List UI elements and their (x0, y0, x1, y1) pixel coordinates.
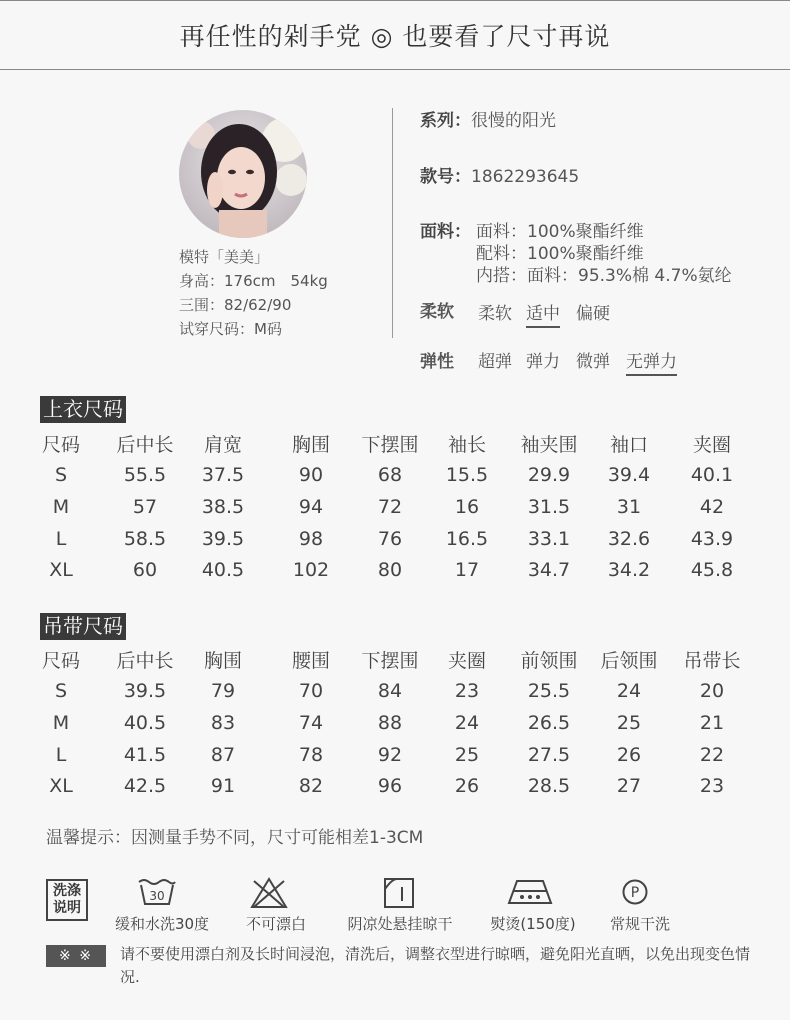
table-cell: 68 (377, 464, 403, 486)
table-cell: 42.5 (123, 775, 167, 797)
series-value: 很慢的阳光 (471, 111, 556, 131)
table-header-cell: 胸围 (203, 650, 242, 672)
table-header-cell: 夹圈 (447, 650, 486, 672)
table-cell: 26.5 (527, 712, 571, 734)
model-tried-size: 试穿尺码：M码 (179, 320, 282, 338)
table-header-cell: 腰围 (291, 650, 330, 672)
top-table-label: 上衣尺码 (40, 396, 126, 423)
table-cell: 37.5 (201, 464, 245, 486)
measurement-tip: 温馨提示：因测量手势不同，尺寸可能相差1-3CM (46, 828, 424, 848)
table-cell: 16.5 (445, 528, 489, 550)
care-label-wash: 缓和水洗30度 (114, 915, 210, 933)
table-cell: 87 (210, 744, 236, 766)
table-cell: 40.5 (123, 712, 167, 734)
model-avatar (179, 110, 307, 238)
table-cell: 20 (699, 680, 725, 702)
table-cell: 83 (210, 712, 236, 734)
table-header-cell: 后中长 (116, 434, 174, 456)
table-cell: S (54, 464, 68, 486)
table-cell: 70 (298, 680, 324, 702)
table-cell: 33.1 (527, 528, 571, 550)
table-cell: 25 (616, 712, 642, 734)
table-cell: 26 (616, 744, 642, 766)
series-label: 系列： (420, 111, 471, 131)
table-cell: 39.4 (607, 464, 651, 486)
fabric-line-3: 内搭：面料：95.3%棉 4.7%氨纶 (476, 266, 732, 286)
table-cell: 22 (699, 744, 725, 766)
table-cell: L (55, 528, 67, 550)
table-cell: 17 (454, 559, 480, 581)
table-cell: 27.5 (527, 744, 571, 766)
table-cell: 78 (298, 744, 324, 766)
fabric-line-2: 配料：100%聚酯纤维 (476, 244, 644, 264)
table-cell: 96 (377, 775, 403, 797)
model-height: 身高：176cm 54kg (179, 272, 328, 290)
care-label-dry: 阴凉处悬挂晾干 (347, 915, 453, 933)
sku-label: 款号： (420, 167, 471, 187)
table-cell: 94 (298, 496, 324, 518)
model-measurements: 三围：82/62/90 (179, 296, 292, 314)
table-cell: 38.5 (201, 496, 245, 518)
table-cell: 15.5 (445, 464, 489, 486)
softness-option-firm: 偏硬 (576, 304, 610, 324)
table-header-cell: 肩宽 (203, 434, 242, 456)
table-cell: 34.7 (527, 559, 571, 581)
table-header-cell: 后中长 (116, 650, 174, 672)
table-cell: 26 (454, 775, 480, 797)
care-label-iron: 熨烫(150度) (490, 915, 576, 933)
table-cell: 82 (298, 775, 324, 797)
table-cell: 90 (298, 464, 324, 486)
wash-temp-text: 30 (149, 889, 165, 903)
table-cell: 84 (377, 680, 403, 702)
table-cell: 55.5 (123, 464, 167, 486)
care-label-bleach: 不可漂白 (245, 915, 306, 933)
fabric-line-1: 面料：100%聚酯纤维 (476, 222, 644, 242)
cami-table-label: 吊带尺码 (40, 613, 126, 640)
table-header-cell: 尺码 (41, 650, 80, 672)
table-cell: 76 (377, 528, 403, 550)
care-badge-line-1: 洗涤 (53, 883, 81, 899)
series-row (420, 106, 556, 131)
table-header-cell: 下摆围 (361, 650, 419, 672)
table-cell: 16 (454, 496, 480, 518)
table-cell: 98 (298, 528, 324, 550)
elasticity-option-none: 无弹力 (626, 347, 677, 376)
table-cell: 25 (454, 744, 480, 766)
care-badge-line-2: 说明 (53, 900, 81, 916)
table-cell: S (54, 680, 68, 702)
table-header-cell: 袖夹围 (520, 434, 578, 456)
care-label-dryclean: 常规干洗 (609, 915, 670, 933)
fabric-label-row (420, 217, 471, 242)
no-bleach-icon (250, 877, 288, 909)
table-cell: 28.5 (527, 775, 571, 797)
table-cell: 21 (699, 712, 725, 734)
fabric-label: 面料： (420, 222, 471, 242)
dry-clean-letter: P (630, 885, 640, 901)
table-cell: 27 (616, 775, 642, 797)
table-header-cell: 袖长 (447, 434, 486, 456)
table-header-cell: 前领围 (520, 650, 578, 672)
table-header-cell: 胸围 (291, 434, 330, 456)
table-header-cell: 袖口 (609, 434, 648, 456)
softness-option-soft: 柔软 (478, 304, 512, 324)
table-cell: 25.5 (527, 680, 571, 702)
table-cell: 92 (377, 744, 403, 766)
model-photo (179, 110, 307, 238)
table-cell: 60 (132, 559, 158, 581)
table-cell: 34.2 (607, 559, 651, 581)
table-header-cell: 吊带长 (683, 650, 741, 672)
table-cell: 24 (616, 680, 642, 702)
table-cell: L (55, 744, 67, 766)
table-cell: 42 (699, 496, 725, 518)
table-cell: 39.5 (123, 680, 167, 702)
table-cell: 88 (377, 712, 403, 734)
elasticity-option-super: 超弹 (478, 352, 512, 372)
page-title-text: 再任性的剁手党 ◎ 也要看了尺寸再说 (179, 22, 611, 51)
elasticity-label: 弹性 (420, 352, 454, 372)
wash-30-icon (137, 876, 177, 908)
note-badge: ※ ※ (46, 945, 106, 967)
table-cell: 24 (454, 712, 480, 734)
table-cell: 58.5 (123, 528, 167, 550)
table-header-cell: 下摆围 (361, 434, 419, 456)
hang-dry-shade-icon (383, 877, 415, 909)
iron-icon (505, 877, 555, 907)
table-cell: 41.5 (123, 744, 167, 766)
table-cell: 31.5 (527, 496, 571, 518)
dry-clean-icon (622, 879, 648, 905)
softness-option-medium: 适中 (526, 299, 560, 328)
table-cell: 102 (292, 559, 330, 581)
table-cell: 40.5 (201, 559, 245, 581)
softness-label: 柔软 (420, 302, 454, 322)
table-cell: XL (49, 559, 73, 581)
table-cell: 39.5 (201, 528, 245, 550)
table-cell: 74 (298, 712, 324, 734)
table-cell: 23 (454, 680, 480, 702)
table-cell: 57 (132, 496, 158, 518)
care-badge (46, 879, 88, 921)
table-cell: 91 (210, 775, 236, 797)
page-title (0, 0, 790, 70)
table-cell: 32.6 (607, 528, 651, 550)
table-cell: XL (49, 775, 73, 797)
note-text: 请不要使用漂白剂及长时间浸泡，清洗后，调整衣型进行晾晒，避免阳光直晒，以免出现变色情况. (120, 945, 751, 986)
table-cell: 79 (210, 680, 236, 702)
table-cell: 80 (377, 559, 403, 581)
table-cell: 23 (699, 775, 725, 797)
sku-row (420, 162, 579, 187)
table-cell: 72 (377, 496, 403, 518)
table-cell: 31 (616, 496, 642, 518)
table-cell: M (52, 712, 70, 734)
table-cell: M (52, 496, 70, 518)
table-cell: 29.9 (527, 464, 571, 486)
table-header-cell: 尺码 (41, 434, 80, 456)
divider (392, 108, 393, 338)
table-header-cell: 后领围 (600, 650, 658, 672)
sku-value: 1862293645 (471, 167, 580, 187)
elasticity-option-stretch: 弹力 (526, 352, 560, 372)
elasticity-option-slight: 微弹 (576, 352, 610, 372)
table-cell: 45.8 (690, 559, 734, 581)
table-cell: 40.1 (690, 464, 734, 486)
model-name: 模特「美美」 (179, 248, 270, 266)
table-cell: 43.9 (690, 528, 734, 550)
table-header-cell: 夹圈 (692, 434, 731, 456)
